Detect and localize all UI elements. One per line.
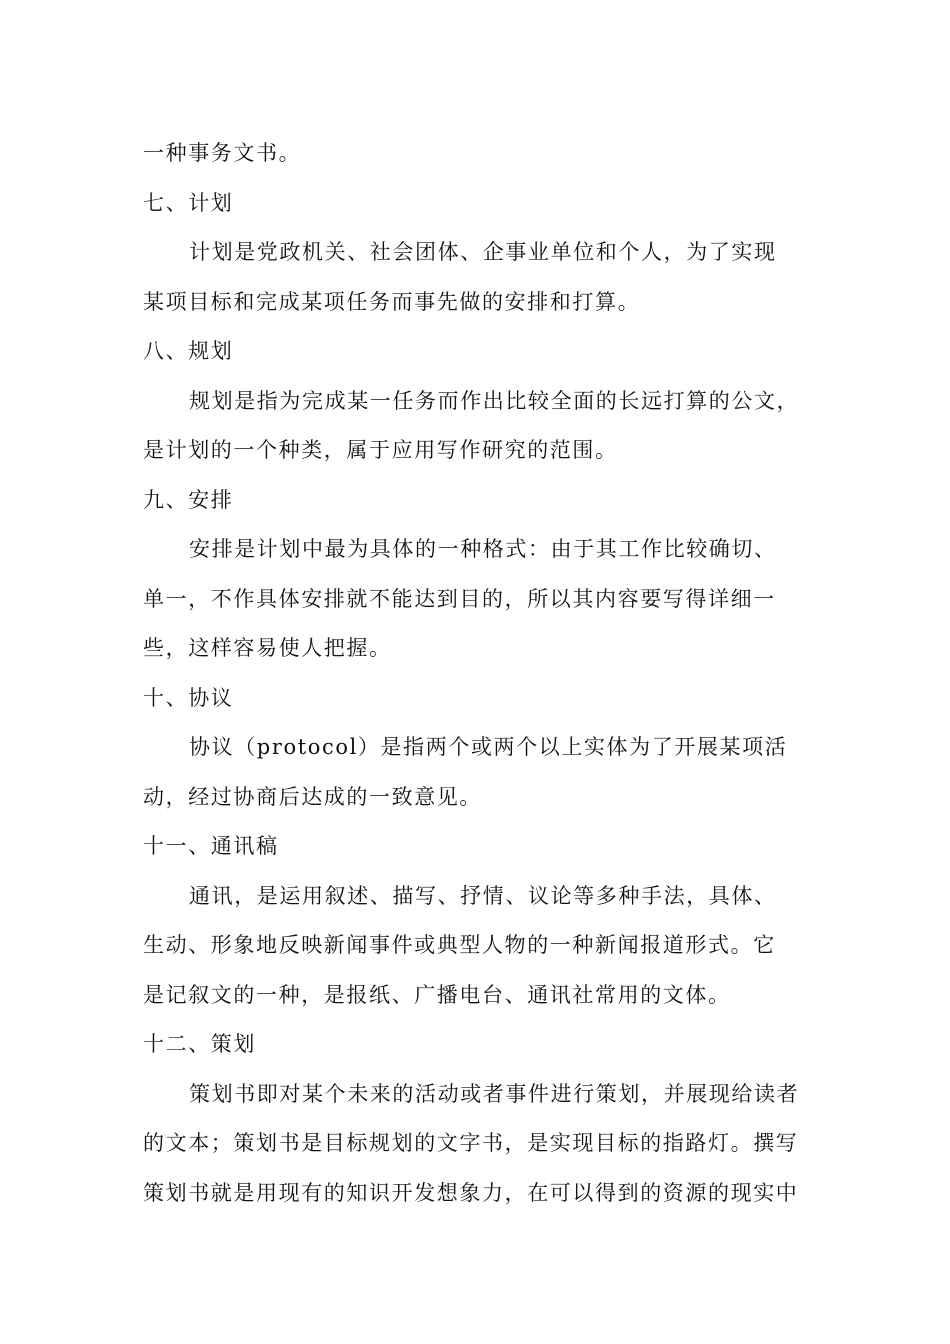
section-heading: 十、协议 [143, 685, 234, 710]
section-heading: 十一、通讯稿 [143, 834, 279, 858]
body-line: 生动、形象地反映新闻事件或典型人物的一种新闻报道形式。它 [143, 933, 776, 957]
section-heading: 七、计划 [143, 190, 234, 215]
body-line: 一种事务文书。 [143, 141, 302, 165]
body-line: 些，这样容易使人把握。 [143, 636, 392, 660]
paragraph-first-line: 策划书即对某个未来的活动或者事件进行策划，并展现给读者 [189, 1081, 800, 1106]
paragraph-first-line: 安排是计划中最为具体的一种格式：由于其工作比较确切、 [189, 537, 777, 561]
paragraph-first-line: 计划是党政机关、社会团体、企事业单位和个人，为了实现 [189, 240, 777, 264]
body-line: 是记叙文的一种，是报纸、广播电台、通讯社常用的文体。 [143, 982, 731, 1007]
body-line: 策划书就是用现有的知识开发想象力，在可以得到的资源的现实中 [143, 1180, 799, 1205]
section-heading: 十二、策划 [143, 1032, 256, 1056]
paragraph-first-line: 通讯，是运用叙述、描写、抒情、议论等多种手法，具体、 [189, 883, 777, 908]
section-heading: 九、安排 [143, 487, 234, 512]
paragraph-first-line: 协议（protocol）是指两个或两个以上实体为了开展某项活 [189, 735, 788, 759]
body-line: 动，经过协商后达成的一致意见。 [143, 784, 482, 809]
document-body [143, 129, 813, 1218]
body-line: 单一，不作具体安排就不能达到目的，所以其内容要写得详细一 [143, 586, 776, 611]
section-heading: 八、规划 [143, 339, 234, 363]
body-line: 某项目标和完成某项任务而事先做的安排和打算。 [143, 289, 641, 314]
paragraph-first-line: 规划是指为完成某一任务而作出比较全面的长远打算的公文， [189, 388, 800, 413]
body-line: 的文本；策划书是目标规划的文字书，是实现目标的指路灯。撰写 [143, 1131, 799, 1155]
body-line: 是计划的一个种类，属于应用写作研究的范围。 [143, 438, 618, 462]
